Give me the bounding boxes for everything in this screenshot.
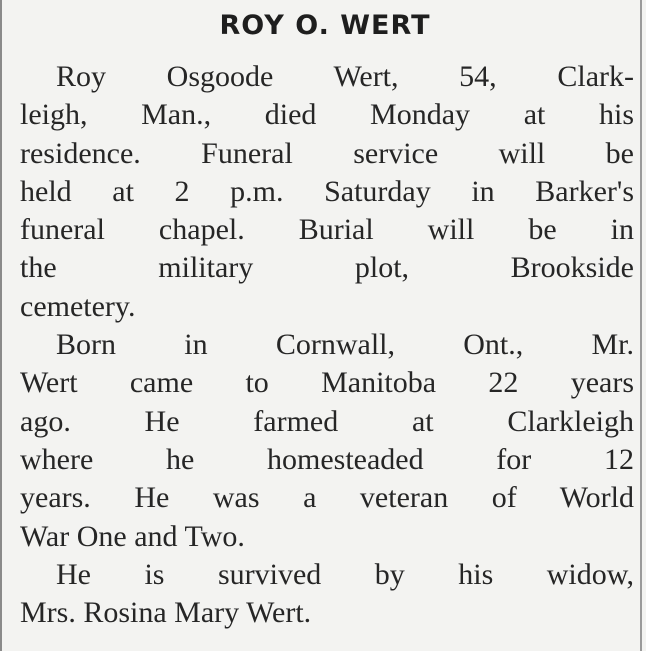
text-line: residence. Funeral service will be [20,136,634,170]
text-line: Wert came to Manitoba 22 years [20,366,634,400]
text-line: Born in Cornwall, Ont., Mr. [56,328,634,362]
paragraph-1 [20,58,634,326]
text-line: Roy Osgoode Wert, 54, Clark- [56,60,634,93]
text-line: War One and Two. [20,519,245,553]
text-line: held at 2 p.m. Saturday in Barker's [20,174,634,208]
obituary-headline: ROY O. WERT [219,10,431,41]
paragraph-3 [20,556,634,633]
paragraph-2 [20,326,634,556]
text-line: He is survived by his widow, [56,557,634,591]
text-line: Mrs. Rosina Mary Wert. [20,596,312,630]
column-rule [640,0,642,651]
text-line: where he homesteaded for 12 [20,442,634,476]
text-line: the military plot, Brookside [20,251,634,285]
text-line: ago. He farmed at Clarkleigh [20,404,634,438]
text-line: years. He was a veteran of World [20,481,634,515]
text-line: funeral chapel. Burial will be in [20,213,634,247]
text-line: cemetery. [20,289,136,323]
text-line: leigh, Man., died Monday at his [20,98,634,132]
obituary-body [20,58,634,632]
